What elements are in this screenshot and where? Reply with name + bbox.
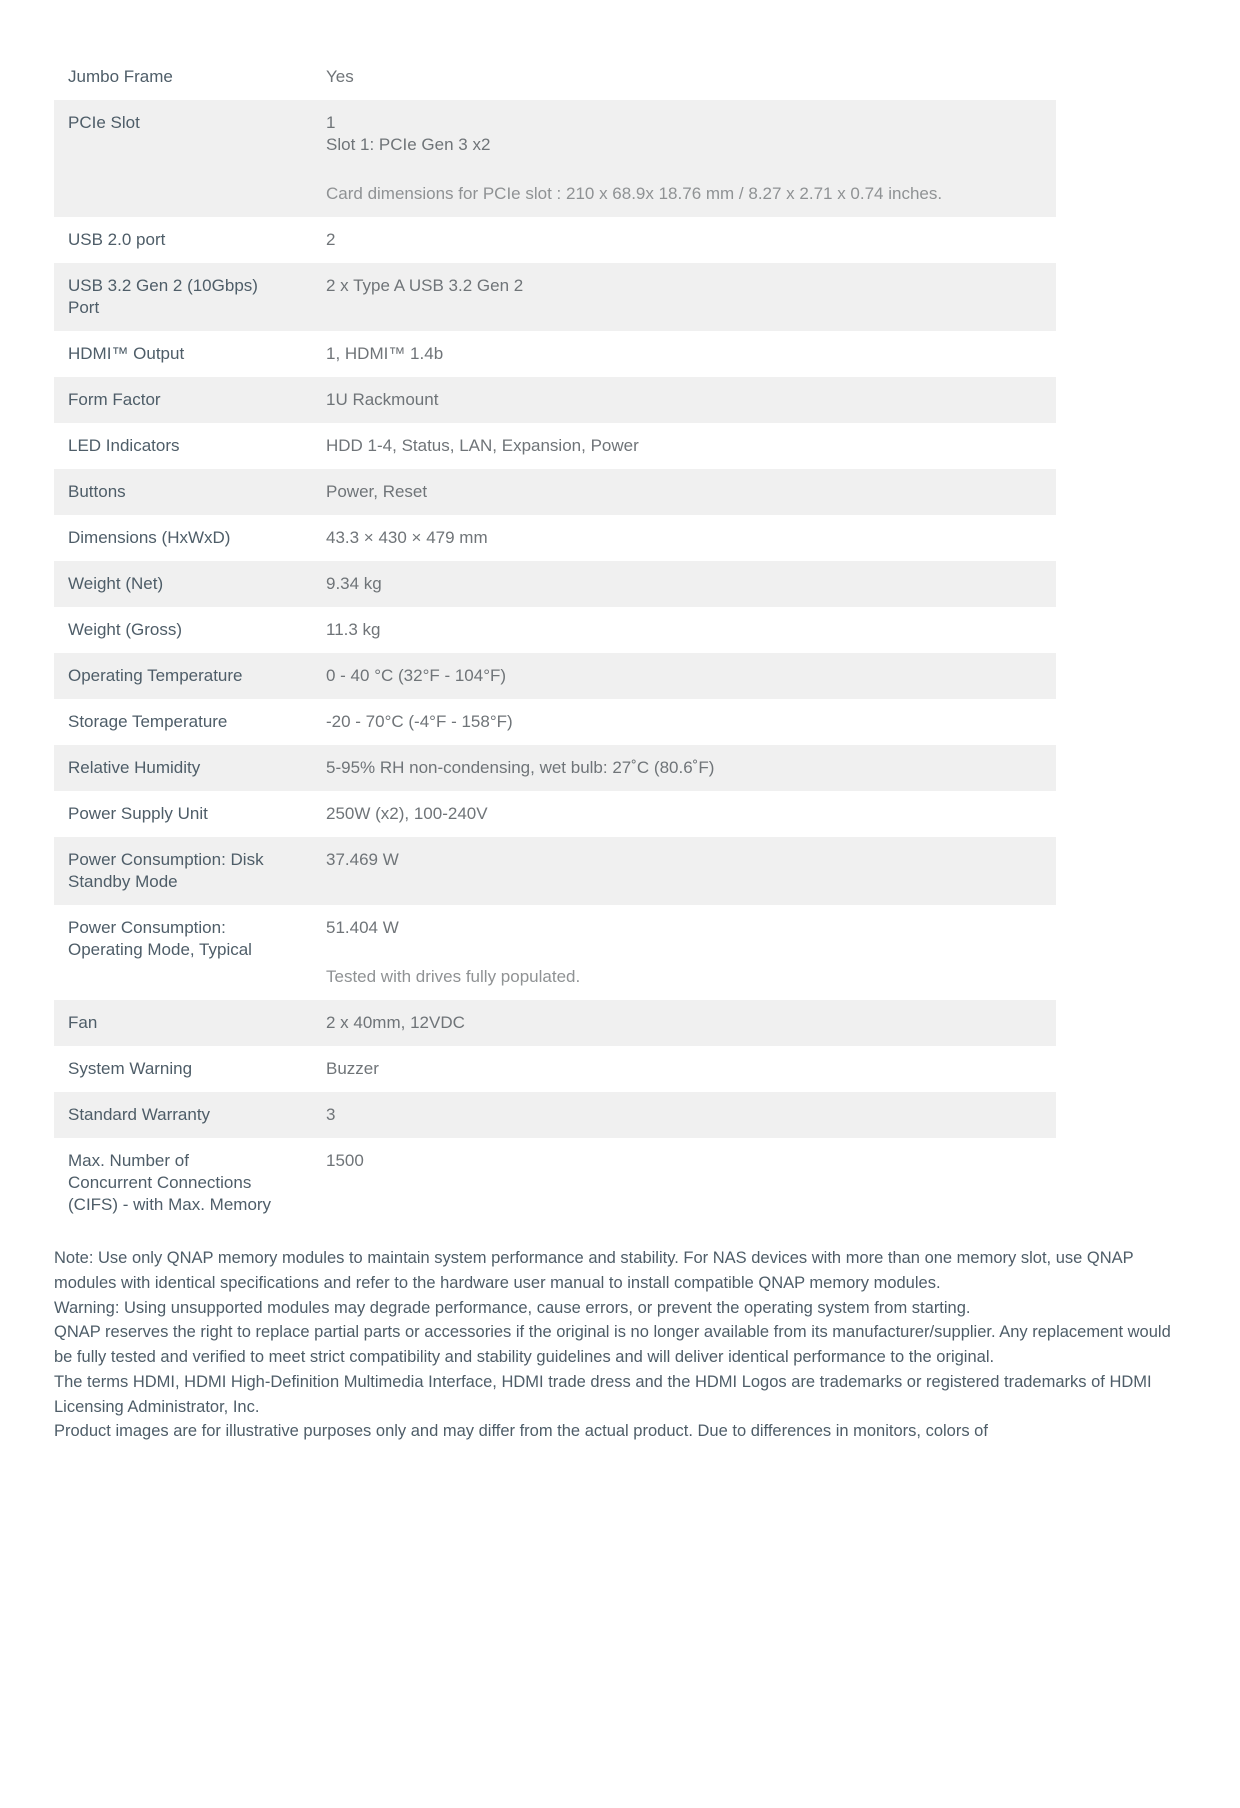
spec-value-line: HDD 1-4, Status, LAN, Expansion, Power	[326, 436, 639, 455]
spec-label: Weight (Net)	[68, 574, 164, 593]
spec-value	[326, 229, 1042, 251]
note-paragraph: Product images are for illustrative purposes only and may differ from the actual product. Due to differences in monitors, colors of	[54, 1422, 988, 1441]
spec-row	[54, 607, 1056, 653]
spec-value	[326, 389, 1042, 411]
spec-row	[54, 331, 1056, 377]
spec-table	[54, 54, 1056, 1228]
note-paragraph: The terms HDMI, HDMI High-Definition Multimedia Interface, HDMI trade dress and the HDMI Logos are trademarks or registered trademarks of HDMI Licensing Administrator, Inc.	[54, 1372, 1152, 1416]
spec-label: Weight (Gross)	[68, 620, 182, 639]
spec-label: Operating Temperature	[68, 666, 243, 685]
spec-row	[54, 1046, 1056, 1092]
spec-label: Buttons	[68, 482, 126, 501]
spec-value	[326, 435, 1042, 457]
spec-value	[326, 573, 1042, 595]
spec-value	[326, 1058, 1042, 1080]
spec-row	[54, 100, 1056, 217]
spec-value	[326, 1104, 1042, 1126]
spec-value-line: 250W (x2), 100-240V	[326, 804, 488, 823]
spec-label: USB 3.2 Gen 2 (10Gbps) Port	[68, 276, 258, 317]
spec-label: System Warning	[68, 1059, 193, 1078]
spec-value-line: 2 x Type A USB 3.2 Gen 2	[326, 276, 524, 295]
spec-row	[54, 745, 1056, 791]
spec-value-line: 3	[326, 1105, 336, 1124]
spec-value-line: 0 - 40 °C (32°F - 104°F)	[326, 666, 507, 685]
notes-section	[54, 1246, 1190, 1444]
spec-row	[54, 423, 1056, 469]
spec-row	[54, 217, 1056, 263]
spec-row	[54, 653, 1056, 699]
spec-label: Form Factor	[68, 390, 161, 409]
spec-row	[54, 1000, 1056, 1046]
spec-row	[54, 54, 1056, 100]
spec-value	[326, 711, 1042, 733]
spec-value-line: -20 - 70°C (-4°F - 158°F)	[326, 712, 513, 731]
spec-value-line: 37.469 W	[326, 850, 399, 869]
spec-value	[326, 1150, 1042, 1216]
spec-label: Jumbo Frame	[68, 67, 173, 86]
spec-label: Standard Warranty	[68, 1105, 211, 1124]
spec-label: Power Supply Unit	[68, 804, 208, 823]
spec-value-line: Power, Reset	[326, 482, 428, 501]
spec-value-note-line: Card dimensions for PCIe slot : 210 x 68.9x 18.76 mm / 8.27 x 2.71 x 0.74 inches.	[326, 184, 943, 203]
spec-label: USB 2.0 port	[68, 230, 166, 249]
spec-row	[54, 791, 1056, 837]
spec-value	[326, 481, 1042, 503]
spec-value	[326, 66, 1042, 88]
spec-row	[54, 469, 1056, 515]
spec-value-line: 51.404 W	[326, 918, 399, 937]
spec-value	[326, 757, 1042, 779]
spec-label: Relative Humidity	[68, 758, 201, 777]
note-paragraph: Warning: Using unsupported modules may degrade performance, cause errors, or prevent the operating system from starting.	[54, 1298, 971, 1317]
spec-value	[326, 619, 1042, 641]
spec-value-note-line: Tested with drives fully populated.	[326, 967, 581, 986]
spec-label: LED Indicators	[68, 436, 180, 455]
spec-value	[326, 275, 1042, 319]
spec-label: HDMI™ Output	[68, 344, 185, 363]
spec-value	[326, 665, 1042, 687]
spec-value	[326, 527, 1042, 549]
spec-value-line: Yes	[326, 67, 354, 86]
spec-value	[326, 917, 1042, 988]
spec-label: Power Consumption: Disk Standby Mode	[68, 850, 264, 891]
spec-value	[326, 1012, 1042, 1034]
spec-row	[54, 699, 1056, 745]
spec-value	[326, 343, 1042, 365]
spec-row	[54, 837, 1056, 905]
note-paragraph: Note: Use only QNAP memory modules to maintain system performance and stability. For NAS devices with more than one memory slot, use QNAP modules with identical specifications and refer to the hardware user manual to install compatible QNAP memory modules.	[54, 1249, 1134, 1292]
spec-value-line: 1	[326, 113, 336, 132]
spec-value	[326, 849, 1042, 893]
spec-value-line: 5-95% RH non-condensing, wet bulb: 27˚C (80.6˚F)	[326, 758, 715, 777]
spec-value-line: 43.3 × 430 × 479 mm	[326, 528, 488, 547]
spec-value-line: 1500	[326, 1151, 364, 1170]
spec-label: Dimensions (HxWxD)	[68, 528, 231, 547]
spec-label: PCIe Slot	[68, 113, 140, 132]
spec-label: Storage Temperature	[68, 712, 228, 731]
spec-value-line: 1U Rackmount	[326, 390, 439, 409]
spec-value-line: 1, HDMI™ 1.4b	[326, 344, 444, 363]
spec-value-line: Slot 1: PCIe Gen 3 x2	[326, 135, 491, 154]
spec-label: Max. Number of Concurrent Connections (CIFS) - with Max. Memory	[68, 1151, 272, 1214]
spec-label: Fan	[68, 1013, 98, 1032]
spec-row	[54, 515, 1056, 561]
spec-value-line: 2 x 40mm, 12VDC	[326, 1013, 465, 1032]
spec-row	[54, 1138, 1056, 1228]
spec-value-line: 9.34 kg	[326, 574, 382, 593]
spec-row	[54, 561, 1056, 607]
spec-row	[54, 263, 1056, 331]
spec-value-line: 11.3 kg	[326, 620, 381, 639]
spec-row	[54, 905, 1056, 1000]
spec-row	[54, 1092, 1056, 1138]
spec-value	[326, 112, 1042, 205]
spec-value-line: Buzzer	[326, 1059, 379, 1078]
spec-row	[54, 377, 1056, 423]
spec-value	[326, 803, 1042, 825]
note-paragraph: QNAP reserves the right to replace partial parts or accessories if the original is no longer available from its manufacturer/supplier. Any replacement would be fully tested and verified to meet strict compatibility and stability guidelines and will deliver identical performance to the original.	[54, 1323, 1171, 1366]
spec-label: Power Consumption: Operating Mode, Typical	[68, 918, 252, 959]
spec-value-line: 2	[326, 230, 336, 249]
